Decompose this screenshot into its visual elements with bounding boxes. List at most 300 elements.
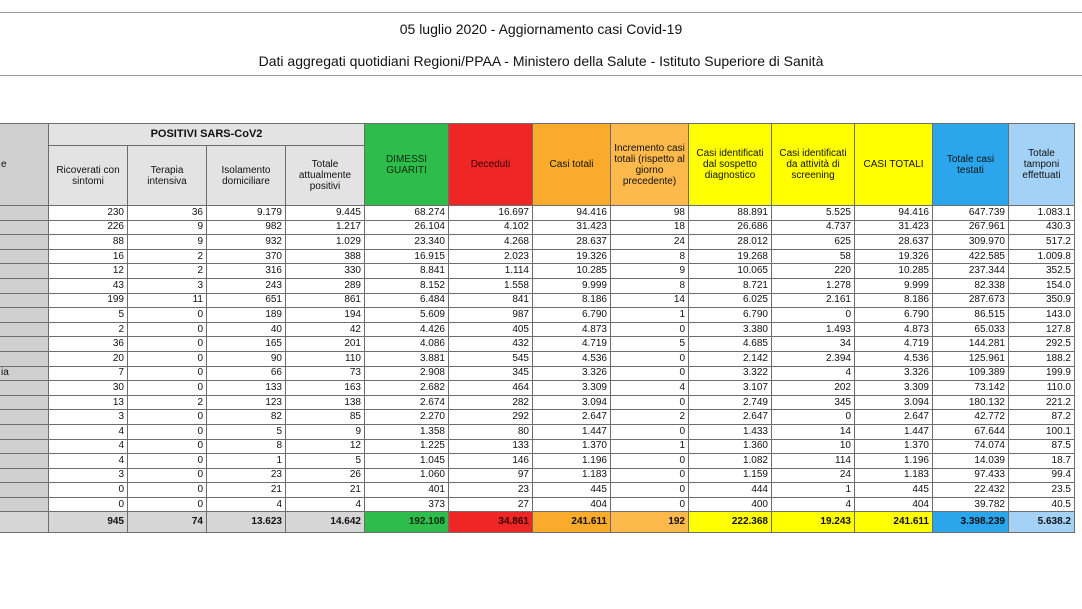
casi-totali-caps-cell: 31.423 bbox=[855, 220, 933, 235]
region-cell bbox=[0, 424, 49, 439]
screening-cell: 0 bbox=[772, 410, 855, 425]
screening-cell: 10 bbox=[772, 439, 855, 454]
tamponi-cell: 110.0 bbox=[1009, 381, 1075, 396]
isolamento-cell: 316 bbox=[207, 264, 286, 279]
tamponi-cell: 87.2 bbox=[1009, 410, 1075, 425]
casi-totali-caps-cell: 8.186 bbox=[855, 293, 933, 308]
region-cell bbox=[0, 395, 49, 410]
casi-totali-cell: 94.416 bbox=[533, 206, 611, 221]
ricoverati-cell: 226 bbox=[49, 220, 128, 235]
region-cell bbox=[0, 381, 49, 396]
tamponi-cell: 87.5 bbox=[1009, 439, 1075, 454]
incremento-cell: 0 bbox=[611, 454, 689, 469]
dimessi-cell: 26.104 bbox=[365, 220, 449, 235]
casi-totali-cell: 1.370 bbox=[533, 439, 611, 454]
tamponi-cell: 430.3 bbox=[1009, 220, 1075, 235]
terapia-cell: 0 bbox=[128, 483, 207, 498]
positivi-group-header: POSITIVI SARS-CoV2 bbox=[49, 124, 365, 146]
table-row bbox=[0, 278, 1075, 293]
header-casi-totali-caps: CASI TOTALI bbox=[855, 124, 933, 206]
totale-positivi-cell: 861 bbox=[286, 293, 365, 308]
screening-cell: 58 bbox=[772, 249, 855, 264]
isolamento-cell: 165 bbox=[207, 337, 286, 352]
deceduti-cell: 23 bbox=[449, 483, 533, 498]
totale-positivi-cell: 1.217 bbox=[286, 220, 365, 235]
casi-totali-caps-cell: 1.370 bbox=[855, 439, 933, 454]
incremento-cell: 0 bbox=[611, 322, 689, 337]
deceduti-cell: 545 bbox=[449, 351, 533, 366]
region-cell bbox=[0, 293, 49, 308]
isolamento-cell: 651 bbox=[207, 293, 286, 308]
terapia-cell: 2 bbox=[128, 249, 207, 264]
table-row bbox=[0, 410, 1075, 425]
casi-totali-cell: 1.196 bbox=[533, 454, 611, 469]
isolamento-cell: 932 bbox=[207, 235, 286, 250]
region-cell bbox=[0, 308, 49, 323]
sospetto-cell: 88.891 bbox=[689, 206, 772, 221]
tamponi-cell: 1.009.8 bbox=[1009, 249, 1075, 264]
table-body bbox=[0, 206, 1075, 533]
totale-positivi-cell: 110 bbox=[286, 351, 365, 366]
totale-positivi-cell: 5 bbox=[286, 454, 365, 469]
table-row bbox=[0, 206, 1075, 221]
incremento-cell: 0 bbox=[611, 351, 689, 366]
dimessi-cell: 1.060 bbox=[365, 468, 449, 483]
table-row bbox=[0, 395, 1075, 410]
isolamento-cell: 5 bbox=[207, 424, 286, 439]
dimessi-cell: 2.682 bbox=[365, 381, 449, 396]
casi-totali-caps-cell: 4.873 bbox=[855, 322, 933, 337]
casi-totali-caps-cell: 404 bbox=[855, 497, 933, 512]
totale-positivi-cell: 1.029 bbox=[286, 235, 365, 250]
dimessi-cell: 401 bbox=[365, 483, 449, 498]
casi-totali-caps-cell: 1.196 bbox=[855, 454, 933, 469]
tamponi-cell: 350.9 bbox=[1009, 293, 1075, 308]
casi-totali-caps-cell: 94.416 bbox=[855, 206, 933, 221]
casi-totali-cell: 9.999 bbox=[533, 278, 611, 293]
terapia-cell: 0 bbox=[128, 366, 207, 381]
tamponi-cell: 188.2 bbox=[1009, 351, 1075, 366]
incremento-cell: 8 bbox=[611, 278, 689, 293]
tamponi-cell: 1.083.1 bbox=[1009, 206, 1075, 221]
totale-positivi-cell: 26 bbox=[286, 468, 365, 483]
isolamento-cell: 40 bbox=[207, 322, 286, 337]
ricoverati-cell: 12 bbox=[49, 264, 128, 279]
table-row bbox=[0, 293, 1075, 308]
ricoverati-cell: 43 bbox=[49, 278, 128, 293]
casi-testati-cell: 125.961 bbox=[933, 351, 1009, 366]
total-region-cell bbox=[0, 512, 49, 533]
totale-positivi-cell: 4 bbox=[286, 497, 365, 512]
terapia-cell: 0 bbox=[128, 381, 207, 396]
sospetto-cell: 2.647 bbox=[689, 410, 772, 425]
casi-totali-cell: 19.326 bbox=[533, 249, 611, 264]
incremento-cell: 0 bbox=[611, 424, 689, 439]
region-cell bbox=[0, 220, 49, 235]
total-dimessi-cell: 192.108 bbox=[365, 512, 449, 533]
sospetto-cell: 6.790 bbox=[689, 308, 772, 323]
casi-testati-cell: 237.344 bbox=[933, 264, 1009, 279]
screening-cell: 24 bbox=[772, 468, 855, 483]
terapia-cell: 9 bbox=[128, 220, 207, 235]
dimessi-cell: 68.274 bbox=[365, 206, 449, 221]
totale-positivi-cell: 138 bbox=[286, 395, 365, 410]
casi-totali-cell: 10.285 bbox=[533, 264, 611, 279]
casi-totali-caps-cell: 3.094 bbox=[855, 395, 933, 410]
tamponi-cell: 100.1 bbox=[1009, 424, 1075, 439]
casi-totali-cell: 3.094 bbox=[533, 395, 611, 410]
dimessi-cell: 2.674 bbox=[365, 395, 449, 410]
dimessi-cell: 4.086 bbox=[365, 337, 449, 352]
table-row bbox=[0, 308, 1075, 323]
terapia-cell: 0 bbox=[128, 454, 207, 469]
incremento-cell: 8 bbox=[611, 249, 689, 264]
screening-cell: 0 bbox=[772, 308, 855, 323]
region-cell: ia bbox=[0, 366, 49, 381]
terapia-cell: 0 bbox=[128, 337, 207, 352]
sospetto-cell: 1.360 bbox=[689, 439, 772, 454]
casi-totali-caps-cell: 9.999 bbox=[855, 278, 933, 293]
casi-totali-cell: 6.790 bbox=[533, 308, 611, 323]
casi-testati-cell: 309.970 bbox=[933, 235, 1009, 250]
header-screening: Casi identificati da attività di screening bbox=[772, 124, 855, 206]
incremento-cell: 2 bbox=[611, 410, 689, 425]
total-casi-totali-caps-cell: 241.611 bbox=[855, 512, 933, 533]
isolamento-cell: 123 bbox=[207, 395, 286, 410]
screening-cell: 202 bbox=[772, 381, 855, 396]
casi-testati-cell: 144.281 bbox=[933, 337, 1009, 352]
isolamento-cell: 4 bbox=[207, 497, 286, 512]
sospetto-cell: 2.749 bbox=[689, 395, 772, 410]
totale-positivi-cell: 21 bbox=[286, 483, 365, 498]
terapia-cell: 9 bbox=[128, 235, 207, 250]
table-row bbox=[0, 483, 1075, 498]
incremento-cell: 0 bbox=[611, 395, 689, 410]
isolamento-cell: 1 bbox=[207, 454, 286, 469]
dimessi-cell: 373 bbox=[365, 497, 449, 512]
deceduti-cell: 146 bbox=[449, 454, 533, 469]
screening-cell: 345 bbox=[772, 395, 855, 410]
casi-testati-cell: 82.338 bbox=[933, 278, 1009, 293]
region-cell bbox=[0, 337, 49, 352]
casi-totali-caps-cell: 3.326 bbox=[855, 366, 933, 381]
screening-cell: 4 bbox=[772, 366, 855, 381]
isolamento-cell: 66 bbox=[207, 366, 286, 381]
table-row bbox=[0, 322, 1075, 337]
header-isolamento: Isolamento domiciliare bbox=[207, 146, 286, 206]
deceduti-cell: 1.114 bbox=[449, 264, 533, 279]
sospetto-cell: 3.107 bbox=[689, 381, 772, 396]
sospetto-cell: 28.012 bbox=[689, 235, 772, 250]
casi-totali-cell: 4.719 bbox=[533, 337, 611, 352]
incremento-cell: 1 bbox=[611, 308, 689, 323]
incremento-cell: 98 bbox=[611, 206, 689, 221]
totale-positivi-cell: 194 bbox=[286, 308, 365, 323]
sospetto-cell: 19.268 bbox=[689, 249, 772, 264]
casi-totali-cell: 445 bbox=[533, 483, 611, 498]
casi-totali-cell: 3.309 bbox=[533, 381, 611, 396]
deceduti-cell: 432 bbox=[449, 337, 533, 352]
totals-row bbox=[0, 512, 1075, 533]
table-row bbox=[0, 337, 1075, 352]
casi-totali-cell: 31.423 bbox=[533, 220, 611, 235]
isolamento-cell: 370 bbox=[207, 249, 286, 264]
isolamento-cell: 90 bbox=[207, 351, 286, 366]
sospetto-cell: 8.721 bbox=[689, 278, 772, 293]
dimessi-cell: 23.340 bbox=[365, 235, 449, 250]
region-cell bbox=[0, 206, 49, 221]
region-cell bbox=[0, 249, 49, 264]
totale-positivi-cell: 9.445 bbox=[286, 206, 365, 221]
total-screening-cell: 19.243 bbox=[772, 512, 855, 533]
region-cell bbox=[0, 483, 49, 498]
ricoverati-cell: 13 bbox=[49, 395, 128, 410]
group-header-row bbox=[0, 124, 1075, 146]
ricoverati-cell: 36 bbox=[49, 337, 128, 352]
incremento-cell: 0 bbox=[611, 468, 689, 483]
deceduti-cell: 16.697 bbox=[449, 206, 533, 221]
casi-totali-cell: 4.536 bbox=[533, 351, 611, 366]
casi-totali-caps-cell: 445 bbox=[855, 483, 933, 498]
table-row bbox=[0, 220, 1075, 235]
ricoverati-cell: 5 bbox=[49, 308, 128, 323]
total-incremento-cell: 192 bbox=[611, 512, 689, 533]
tamponi-cell: 352.5 bbox=[1009, 264, 1075, 279]
header-incremento: Incremento casi totali (rispetto al giorno precedente) bbox=[611, 124, 689, 206]
ricoverati-cell: 88 bbox=[49, 235, 128, 250]
sospetto-cell: 2.142 bbox=[689, 351, 772, 366]
casi-totali-caps-cell: 28.637 bbox=[855, 235, 933, 250]
incremento-cell: 18 bbox=[611, 220, 689, 235]
ricoverati-cell: 0 bbox=[49, 497, 128, 512]
terapia-cell: 0 bbox=[128, 351, 207, 366]
terapia-cell: 0 bbox=[128, 468, 207, 483]
table-row bbox=[0, 468, 1075, 483]
ricoverati-cell: 30 bbox=[49, 381, 128, 396]
casi-testati-cell: 86.515 bbox=[933, 308, 1009, 323]
total-ricoverati-cell: 945 bbox=[49, 512, 128, 533]
isolamento-cell: 8 bbox=[207, 439, 286, 454]
totale-positivi-cell: 9 bbox=[286, 424, 365, 439]
casi-totali-cell: 2.647 bbox=[533, 410, 611, 425]
incremento-cell: 0 bbox=[611, 497, 689, 512]
deceduti-cell: 4.268 bbox=[449, 235, 533, 250]
sospetto-cell: 3.380 bbox=[689, 322, 772, 337]
deceduti-cell: 80 bbox=[449, 424, 533, 439]
table-row bbox=[0, 439, 1075, 454]
sospetto-cell: 4.685 bbox=[689, 337, 772, 352]
terapia-cell: 11 bbox=[128, 293, 207, 308]
ricoverati-cell: 0 bbox=[49, 483, 128, 498]
tamponi-cell: 199.9 bbox=[1009, 366, 1075, 381]
casi-testati-cell: 42.772 bbox=[933, 410, 1009, 425]
casi-totali-cell: 3.326 bbox=[533, 366, 611, 381]
screening-cell: 2.161 bbox=[772, 293, 855, 308]
casi-totali-cell: 1.447 bbox=[533, 424, 611, 439]
dimessi-cell: 1.045 bbox=[365, 454, 449, 469]
casi-totali-cell: 28.637 bbox=[533, 235, 611, 250]
deceduti-cell: 464 bbox=[449, 381, 533, 396]
casi-totali-cell: 4.873 bbox=[533, 322, 611, 337]
deceduti-cell: 282 bbox=[449, 395, 533, 410]
region-cell bbox=[0, 264, 49, 279]
casi-totali-cell: 404 bbox=[533, 497, 611, 512]
tamponi-cell: 23.5 bbox=[1009, 483, 1075, 498]
screening-cell: 220 bbox=[772, 264, 855, 279]
incremento-cell: 1 bbox=[611, 439, 689, 454]
deceduti-cell: 133 bbox=[449, 439, 533, 454]
casi-testati-cell: 287.673 bbox=[933, 293, 1009, 308]
header-sospetto-diagnostico: Casi identificati dal sospetto diagnostico bbox=[689, 124, 772, 206]
tamponi-cell: 154.0 bbox=[1009, 278, 1075, 293]
sospetto-cell: 1.082 bbox=[689, 454, 772, 469]
casi-totali-caps-cell: 10.285 bbox=[855, 264, 933, 279]
casi-totali-cell: 8.186 bbox=[533, 293, 611, 308]
isolamento-cell: 133 bbox=[207, 381, 286, 396]
totale-positivi-cell: 42 bbox=[286, 322, 365, 337]
dimessi-cell: 16.915 bbox=[365, 249, 449, 264]
terapia-cell: 3 bbox=[128, 278, 207, 293]
totale-positivi-cell: 12 bbox=[286, 439, 365, 454]
region-cell bbox=[0, 497, 49, 512]
casi-testati-cell: 65.033 bbox=[933, 322, 1009, 337]
ricoverati-cell: 2 bbox=[49, 322, 128, 337]
sospetto-cell: 10.065 bbox=[689, 264, 772, 279]
terapia-cell: 2 bbox=[128, 395, 207, 410]
header-dimessi: DIMESSI GUARITI bbox=[365, 124, 449, 206]
terapia-cell: 0 bbox=[128, 322, 207, 337]
ricoverati-cell: 4 bbox=[49, 439, 128, 454]
dimessi-cell: 1.358 bbox=[365, 424, 449, 439]
deceduti-cell: 4.102 bbox=[449, 220, 533, 235]
isolamento-cell: 189 bbox=[207, 308, 286, 323]
isolamento-cell: 82 bbox=[207, 410, 286, 425]
dimessi-cell: 3.881 bbox=[365, 351, 449, 366]
sospetto-cell: 6.025 bbox=[689, 293, 772, 308]
dimessi-cell: 2.270 bbox=[365, 410, 449, 425]
totale-positivi-cell: 388 bbox=[286, 249, 365, 264]
table-row bbox=[0, 366, 1075, 381]
casi-totali-caps-cell: 19.326 bbox=[855, 249, 933, 264]
covid-data-table bbox=[0, 123, 1075, 533]
terapia-cell: 2 bbox=[128, 264, 207, 279]
casi-testati-cell: 647.739 bbox=[933, 206, 1009, 221]
isolamento-cell: 243 bbox=[207, 278, 286, 293]
terapia-cell: 0 bbox=[128, 439, 207, 454]
isolamento-cell: 23 bbox=[207, 468, 286, 483]
incremento-cell: 0 bbox=[611, 366, 689, 381]
total-tamponi-cell: 5.638.2 bbox=[1009, 512, 1075, 533]
table-row bbox=[0, 235, 1075, 250]
tamponi-cell: 143.0 bbox=[1009, 308, 1075, 323]
isolamento-cell: 982 bbox=[207, 220, 286, 235]
screening-cell: 1.493 bbox=[772, 322, 855, 337]
incremento-cell: 24 bbox=[611, 235, 689, 250]
ricoverati-cell: 4 bbox=[49, 424, 128, 439]
tamponi-cell: 292.5 bbox=[1009, 337, 1075, 352]
deceduti-cell: 1.558 bbox=[449, 278, 533, 293]
ricoverati-cell: 230 bbox=[49, 206, 128, 221]
terapia-cell: 0 bbox=[128, 424, 207, 439]
casi-testati-cell: 180.132 bbox=[933, 395, 1009, 410]
screening-cell: 5.525 bbox=[772, 206, 855, 221]
header-casi-testati: Totale casi testati bbox=[933, 124, 1009, 206]
tamponi-cell: 221.2 bbox=[1009, 395, 1075, 410]
total-isolamento-cell: 13.623 bbox=[207, 512, 286, 533]
total-totale-positivi-cell: 14.642 bbox=[286, 512, 365, 533]
deceduti-cell: 841 bbox=[449, 293, 533, 308]
screening-cell: 4 bbox=[772, 497, 855, 512]
sospetto-cell: 26.686 bbox=[689, 220, 772, 235]
report-subtitle: Dati aggregati quotidiani Regioni/PPAA - Ministero della Salute - Istituto Superiore di Sanità bbox=[258, 53, 824, 69]
casi-totali-caps-cell: 2.647 bbox=[855, 410, 933, 425]
total-casi-totali-cell: 241.611 bbox=[533, 512, 611, 533]
header-ricoverati: Ricoverati con sintomi bbox=[49, 146, 128, 206]
casi-testati-cell: 109.389 bbox=[933, 366, 1009, 381]
region-cell bbox=[0, 439, 49, 454]
deceduti-cell: 27 bbox=[449, 497, 533, 512]
casi-testati-cell: 14.039 bbox=[933, 454, 1009, 469]
table-row bbox=[0, 497, 1075, 512]
incremento-cell: 0 bbox=[611, 483, 689, 498]
casi-testati-cell: 73.142 bbox=[933, 381, 1009, 396]
region-header: e bbox=[0, 124, 49, 206]
incremento-cell: 4 bbox=[611, 381, 689, 396]
casi-testati-cell: 267.961 bbox=[933, 220, 1009, 235]
casi-totali-caps-cell: 4.536 bbox=[855, 351, 933, 366]
casi-testati-cell: 22.432 bbox=[933, 483, 1009, 498]
incremento-cell: 14 bbox=[611, 293, 689, 308]
terapia-cell: 0 bbox=[128, 410, 207, 425]
table-row bbox=[0, 351, 1075, 366]
ricoverati-cell: 4 bbox=[49, 454, 128, 469]
sospetto-cell: 1.159 bbox=[689, 468, 772, 483]
table-row bbox=[0, 424, 1075, 439]
dimessi-cell: 1.225 bbox=[365, 439, 449, 454]
casi-totali-caps-cell: 1.447 bbox=[855, 424, 933, 439]
totale-positivi-cell: 289 bbox=[286, 278, 365, 293]
terapia-cell: 36 bbox=[128, 206, 207, 221]
report-title: 05 luglio 2020 - Aggiornamento casi Covid-19 bbox=[399, 21, 683, 37]
sospetto-cell: 400 bbox=[689, 497, 772, 512]
casi-testati-cell: 422.585 bbox=[933, 249, 1009, 264]
screening-cell: 34 bbox=[772, 337, 855, 352]
casi-testati-cell: 39.782 bbox=[933, 497, 1009, 512]
dimessi-cell: 5.609 bbox=[365, 308, 449, 323]
sospetto-cell: 1.433 bbox=[689, 424, 772, 439]
incremento-cell: 5 bbox=[611, 337, 689, 352]
deceduti-cell: 292 bbox=[449, 410, 533, 425]
tamponi-cell: 99.4 bbox=[1009, 468, 1075, 483]
header-deceduti: Deceduti bbox=[449, 124, 533, 206]
region-cell bbox=[0, 235, 49, 250]
screening-cell: 4.737 bbox=[772, 220, 855, 235]
isolamento-cell: 9.179 bbox=[207, 206, 286, 221]
casi-testati-cell: 67.644 bbox=[933, 424, 1009, 439]
terapia-cell: 0 bbox=[128, 497, 207, 512]
ricoverati-cell: 3 bbox=[49, 468, 128, 483]
ricoverati-cell: 16 bbox=[49, 249, 128, 264]
casi-totali-cell: 1.183 bbox=[533, 468, 611, 483]
tamponi-cell: 127.8 bbox=[1009, 322, 1075, 337]
table-row bbox=[0, 264, 1075, 279]
casi-totali-caps-cell: 1.183 bbox=[855, 468, 933, 483]
incremento-cell: 9 bbox=[611, 264, 689, 279]
ricoverati-cell: 199 bbox=[49, 293, 128, 308]
region-cell bbox=[0, 278, 49, 293]
total-terapia-cell: 74 bbox=[128, 512, 207, 533]
deceduti-cell: 345 bbox=[449, 366, 533, 381]
